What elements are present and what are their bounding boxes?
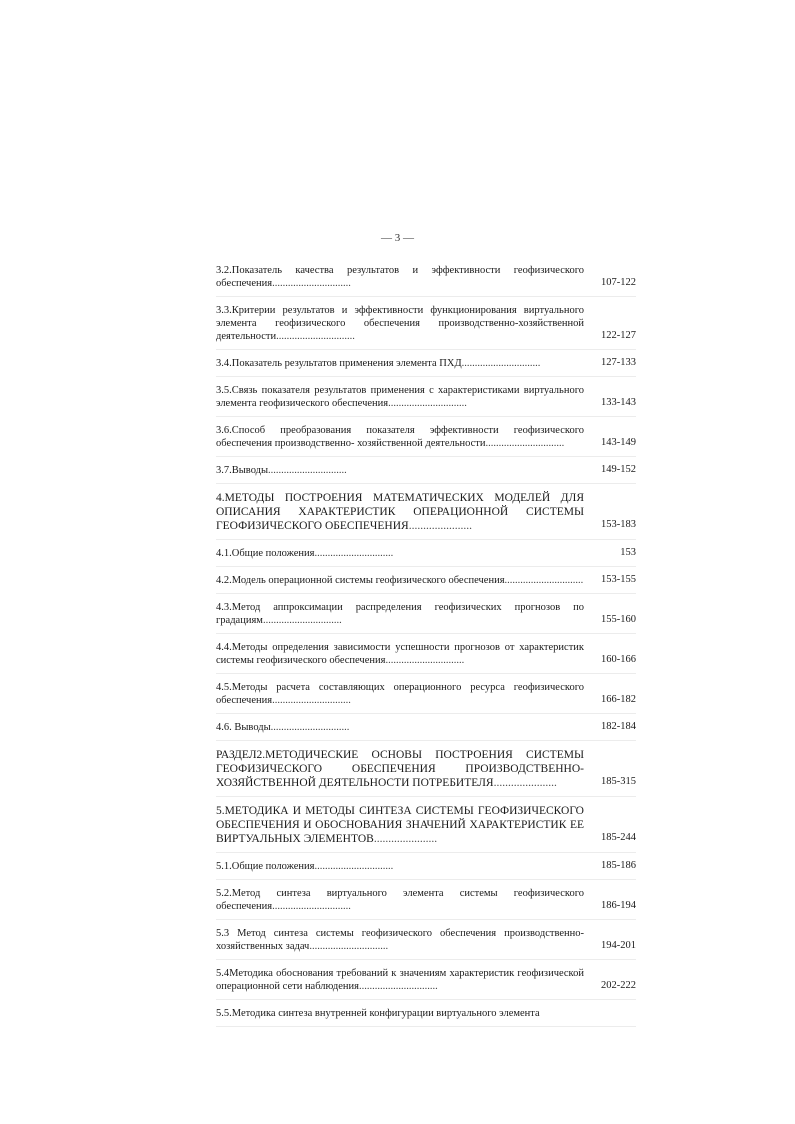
toc-entry-title: 5.МЕТОДИКА И МЕТОДЫ СИНТЕЗА СИСТЕМЫ ГЕОФИЗИЧЕСКОГО ОБЕСПЕЧЕНИЯ И ОБОСНОВАНИЯ ЗНАЧЕНИЙ ХАРАКТЕРИСТИК ЕЕ ВИРТУАЛЬНЫХ ЭЛЕМЕНТОВ...................... <box>216 805 584 845</box>
toc-entry-title: РАЗДЕЛ2.МЕТОДИЧЕСКИЕ ОСНОВЫ ПОСТРОЕНИЯ СИСТЕМЫ ГЕОФИЗИЧЕСКОГО ОБЕСПЕЧЕНИЯ ПРОИЗВОДСТВЕННО-ХОЗЯЙСТВЕННОЙ ДЕЯТЕЛЬНОСТИ ПОТРЕБИТЕЛЯ...................... <box>216 749 584 789</box>
toc-entry <box>216 887 636 920</box>
dot-leader: .............................. <box>272 901 351 912</box>
toc-entry <box>216 304 636 350</box>
toc-entry-title: 4.2.Модель операционной системы геофизического обеспечения.............................. <box>216 575 584 586</box>
toc-entry-title: 3.3.Критерии результатов и эффективности функционирования виртуального элемента геофизического обеспечения производственно-хозяйственной деятельности.............................. <box>216 305 584 342</box>
toc-entry <box>216 721 636 741</box>
toc-entry <box>216 491 636 540</box>
toc-entry-title: 5.1.Общие положения.............................. <box>216 861 394 872</box>
toc-entry-title: 3.5.Связь показателя результатов применения с характеристиками виртуального элемента геофизического обеспечения.............................. <box>216 385 584 409</box>
toc-entry <box>216 547 636 567</box>
toc-entry-pages: 133-143 <box>601 397 636 408</box>
toc-entry-title: 5.4Методика обоснования требований к значениям характеристик геофизической операционной сети наблюдения.............................. <box>216 968 584 992</box>
dot-leader: .............................. <box>385 655 465 666</box>
toc-entry <box>216 967 636 1000</box>
table-of-contents <box>216 264 636 1034</box>
toc-entry-title: 5.5.Методика синтеза внутренней конфигурации виртуального элемента <box>216 1008 540 1019</box>
toc-entry-pages: 143-149 <box>601 437 636 448</box>
toc-entry <box>216 748 636 797</box>
toc-entry-pages: 202-222 <box>601 980 636 991</box>
toc-entry <box>216 927 636 960</box>
toc-entry-title: 3.7.Выводы.............................. <box>216 465 347 476</box>
toc-entry <box>216 264 636 297</box>
toc-entry-pages: 153-155 <box>601 574 636 585</box>
dot-leader: .............................. <box>388 398 467 409</box>
toc-entry-pages: 185-186 <box>601 860 636 871</box>
toc-entry-pages: 186-194 <box>601 900 636 911</box>
toc-entry-pages: 182-184 <box>601 721 636 732</box>
toc-entry-title: 3.6.Способ преобразования показателя эффективности геофизического обеспечения производственно- хозяйственной деятельности.............................. <box>216 425 584 449</box>
toc-entry-pages: 160-166 <box>601 654 636 665</box>
toc-entry-pages: 122-127 <box>601 330 636 341</box>
toc-entry-title: 3.4.Показатель результатов применения элемента ПХД.............................. <box>216 358 541 369</box>
toc-entry-pages: 153 <box>620 547 636 558</box>
dot-leader: .............................. <box>276 331 355 342</box>
dot-leader: .............................. <box>461 358 541 369</box>
dot-leader: ...................... <box>408 520 472 532</box>
dot-leader: .............................. <box>262 615 342 626</box>
toc-entry-title: 4.МЕТОДЫ ПОСТРОЕНИЯ МАТЕМАТИЧЕСКИХ МОДЕЛЕЙ ДЛЯ ОПИСАНИЯ ХАРАКТЕРИСТИК ОПЕРАЦИОННОЙ СИСТЕМЫ ГЕОФИЗИЧЕСКОГО ОБЕСПЕЧЕНИЯ...................... <box>216 492 584 532</box>
dot-leader: .............................. <box>314 861 394 872</box>
dot-leader: .............................. <box>309 941 389 952</box>
toc-entry-title: 4.6. Выводы.............................. <box>216 722 350 733</box>
toc-entry-pages: 185-244 <box>601 832 636 843</box>
dot-leader: .............................. <box>270 722 350 733</box>
toc-entry-title: 4.3.Метод аппроксимации распределения геофизических прогнозов по градациям.............................. <box>216 602 584 626</box>
toc-entry-title: 4.4.Методы определения зависимости успешности прогнозов от характеристик системы геофизического обеспечения.............................. <box>216 642 584 666</box>
toc-entry <box>216 424 636 457</box>
toc-entry <box>216 641 636 674</box>
toc-entry-title: 5.2.Метод синтеза виртуального элемента системы геофизического обеспечения.............................. <box>216 888 584 912</box>
toc-entry <box>216 357 636 377</box>
toc-entry-pages: 153-183 <box>601 519 636 530</box>
toc-entry-pages: 127-133 <box>601 357 636 368</box>
dot-leader: .............................. <box>485 438 565 449</box>
toc-entry-pages: 185-315 <box>601 776 636 787</box>
dot-leader: ...................... <box>373 833 438 845</box>
toc-entry <box>216 1007 636 1027</box>
toc-entry-pages: 194-201 <box>601 940 636 951</box>
toc-entry-pages: 149-152 <box>601 464 636 475</box>
toc-entry <box>216 464 636 484</box>
dot-leader: .............................. <box>272 695 351 706</box>
toc-entry-pages: 155-160 <box>601 614 636 625</box>
page-number: — 3 — <box>381 232 414 244</box>
toc-entry-title: 5.3 Метод синтеза системы геофизического обеспечения производственно-хозяйственных задач.............................. <box>216 928 584 952</box>
toc-entry-title: 3.2.Показатель качества результатов и эффективности геофизического обеспечения.............................. <box>216 265 584 289</box>
dot-leader: .............................. <box>268 465 347 476</box>
toc-entry <box>216 601 636 634</box>
toc-entry-pages: 107-122 <box>601 277 636 288</box>
dot-leader: .............................. <box>272 278 351 289</box>
toc-entry <box>216 574 636 594</box>
dot-leader: .............................. <box>358 981 438 992</box>
toc-entry-title: 4.5.Методы расчета составляющих операционного ресурса геофизического обеспечения.............................. <box>216 682 584 706</box>
toc-entry-title: 4.1.Общие положения.............................. <box>216 548 394 559</box>
toc-entry-pages: 166-182 <box>601 694 636 705</box>
toc-entry <box>216 681 636 714</box>
dot-leader: .............................. <box>504 575 584 586</box>
toc-entry <box>216 860 636 880</box>
dot-leader: .............................. <box>314 548 394 559</box>
toc-entry <box>216 804 636 853</box>
toc-entry <box>216 384 636 417</box>
dot-leader: ...................... <box>493 777 557 789</box>
